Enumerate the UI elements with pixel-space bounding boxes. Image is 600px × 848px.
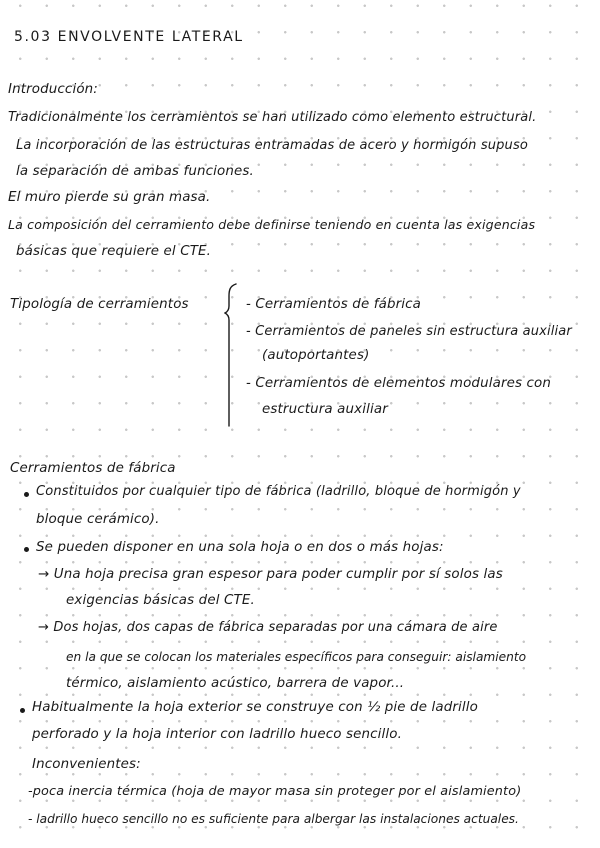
tipologia-item: estructura auxiliar [262,402,388,417]
fabrica-line: en la que se colocan los materiales específicos para conseguir: aislamiento [66,650,527,664]
tipologia-item: - Cerramientos de paneles sin estructura auxiliar [246,324,572,339]
fabrica-line: → Una hoja precisa gran espesor para poder cumplir por sí solos las [38,567,503,582]
fabrica-line: perforado y la hoja interior con ladrillo hueco sencillo. [32,727,402,742]
fabrica-line: exigencias básicas del CTE. [66,593,255,608]
bullet-icon [24,547,29,552]
intro-line: El muro pierde su gran masa. [8,190,211,205]
fabrica-line: bloque cerámico). [36,512,160,527]
fabrica-line: Constituidos por cualquier tipo de fábrica (ladrillo, bloque de hormigón y [36,484,521,499]
fabrica-line: Habitualmente la hoja exterior se construye con ½ pie de ladrillo [32,700,478,715]
inconvenientes-item: -poca inercia térmica (hoja de mayor masa sin proteger por el aislamiento) [28,784,522,799]
intro-line: básicas que requiere el CTE. [16,244,212,259]
tipologia-label: Tipología de cerramientos [10,297,189,312]
intro-heading: Introducción: [8,82,98,97]
bullet-icon [20,708,25,713]
page-title: 5.03 ENVOLVENTE LATERAL [14,29,244,45]
tipologia-item: (autoportantes) [262,348,370,363]
inconvenientes-heading: Inconvenientes: [32,757,141,772]
fabrica-heading: Cerramientos de fábrica [10,461,176,476]
intro-line: Tradicionalmente los cerramientos se han utilizado como elemento estructural. [8,110,537,125]
fabrica-line: Se pueden disponer en una sola hoja o en dos o más hojas: [36,540,444,555]
brace-icon [224,282,238,428]
tipologia-item: - Cerramientos de elementos modulares con [246,376,552,391]
intro-line: La composición del cerramiento debe definirse teniendo en cuenta las exigencias [8,217,536,232]
fabrica-line: → Dos hojas, dos capas de fábrica separadas por una cámara de aire [38,620,498,635]
bullet-icon [24,492,29,497]
fabrica-line: térmico, aislamiento acústico, barrera de vapor... [66,676,405,691]
intro-line: La incorporación de las estructuras entramadas de acero y hormigón supuso [16,138,528,153]
inconvenientes-item: - ladrillo hueco sencillo no es suficiente para albergar las instalaciones actuales. [28,812,519,826]
intro-line: la separación de ambas funciones. [16,164,254,179]
tipologia-item: - Cerramientos de fábrica [246,297,422,312]
